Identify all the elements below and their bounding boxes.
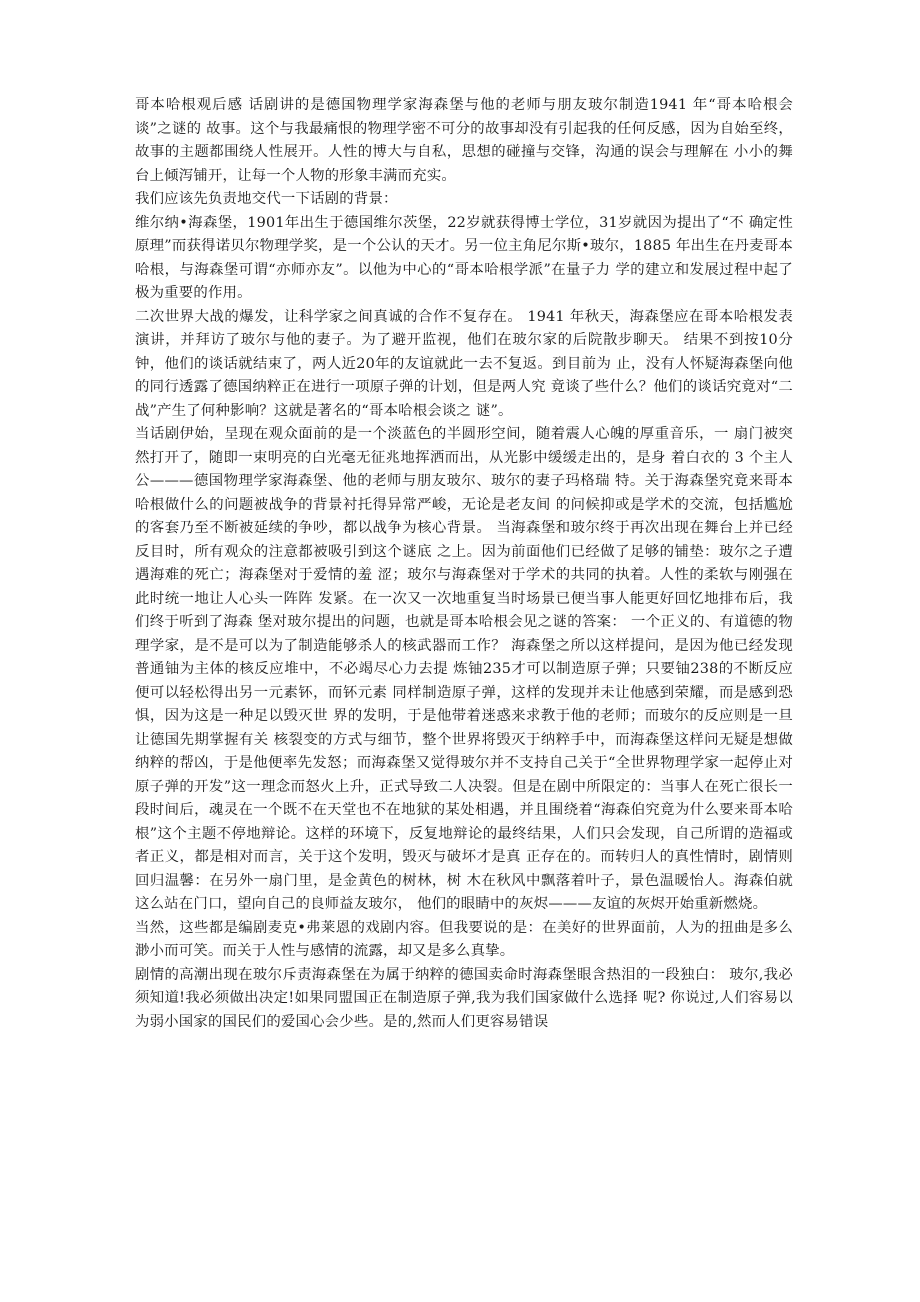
paragraph-reflection: 当然，这些都是编剧麦克•弗莱恩的戏剧内容。但我要说的是：在美好的世界面前，人为的扭曲是多么渺小而可笑。而关于人性与感情的流露，却又是多么真挚。: [135, 919, 793, 959]
paragraph-background-heading: 我们应该先负责地交代一下话剧的背景：: [135, 191, 398, 207]
paragraph-characters: 维尔纳•海森堡，1901年出生于德国维尔茨堡，22岁就获得博士学位，31岁就因为提出了“不 确定性原理”而获得诺贝尔物理学奖，是一个公认的天才。另一位主角尼尔斯•玻尔，1885 年出生在丹麦哥本哈根，与海森堡可谓“亦师亦友”。以他为中心的“哥本哈根学派”在量子力 学的建立和发展过程中起了极为重要的作用。: [135, 214, 793, 301]
paragraph-intro: 哥本哈根观后感 话剧讲的是德国物理学家海森堡与他的老师与朋友玻尔制造1941 年“哥本哈根会谈”之谜的 故事。这个与我最痛恨的物理学密不可分的故事却没有引起我的任何反感，因为自始至终， 故事的主题都围绕人性展开。人性的博大与自私，思想的碰撞与交锋，沟通的误会与理解在 小小的舞台上倾泻铺开，让每一个人物的形象丰满而充实。: [135, 97, 793, 184]
document-page: [135, 94, 793, 1034]
paragraph-plot: 当话剧伊始，呈现在观众面前的是一个淡蓝色的半圆形空间，随着震人心魄的厚重音乐，一 扇门被突然打开了，随即一束明亮的白光毫无征兆地挥洒而出，从光影中缓缓走出的，是身 着白衣的 3 个主人公———德国物理学家海森堡、他的老师与朋友玻尔、玻尔的妻子玛格瑞 特。关于海森堡究竟来哥本哈根做什么的问题被战争的背景衬托得异常严峻，无论是老友间 的问候抑或是学术的交流，包括尴尬的客套乃至不断被延续的争吵，都以战争为核心背景。 当海森堡和玻尔终于再次出现在舞台上并已经反目时，所有观众的注意都被吸引到这个谜底 之上。因为前面他们已经做了足够的铺垫：玻尔之子遭遇海难的死亡；海森堡对于爱情的羞 涩；玻尔与海森堡对于学术的共同的执着。人性的柔软与刚强在此时统一地让人心头一阵阵 发紧。在一次又一次地重复当时场景已便当事人能更好回忆地排布后，我们终于听到了海森 堡对玻尔提出的问题，也就是哥本哈根会见之谜的答案： 一个正义的、有道德的物理学家，是不是可以为了制造能够杀人的核武器而工作？ 海森堡之所以这样提问，是因为他已经发现普通铀为主体的核反应堆中，不必竭尽心力去提 炼铀235才可以制造原子弹；只要铀238的不断反应便可以轻松得出另一元素钚，而钚元素 同样制造原子弹，这样的发现并未让他感到荣耀，而是感到恐惧，因为这是一种足以毁灭世 界的发明，于是他带着迷惑来求教于他的老师；而玻尔的反应则是一旦让德国先期掌握有关 核裂变的方式与细节，整个世界将毁灭于纳粹手中，而海森堡这样问无疑是想做纳粹的帮凶，于是他便率先发怒；而海森堡又觉得玻尔并不支持自己关于“全世界物理学家一起停止对原子弹的开发”这一理念而怒火上升，正式导致二人决裂。但是在剧中所限定的：当事人在死亡很长一段时间后，魂灵在一个既不在天堂也不在地狱的某处相遇，并且围绕着“海森伯究竟为什么要来哥本哈根”这个主题不停地辩论。这样的环境下，反复地辩论的最终结果，人们只会发现，自己所谓的造福或者正义，都是相对而言，关于这个发明，毁灭与破坏才是真 正存在的。而转归人的真性情时，剧情则回归温馨：在另外一扇门里，是金黄色的树林，树 木在秋风中飘落着叶子，景色温暖怡人。海森伯就这么站在门口，望向自己的良师益友玻尔， 他们的眼睛中的灰烬———友谊的灰烬开始重新燃烧。: [135, 426, 793, 912]
paragraph-climax: 剧情的高潮出现在玻尔斥责海森堡在为属于纳粹的德国卖命时海森堡眼含热泪的一段独白： 玻尔,我必须知道!我必须做出决定!如果同盟国正在制造原子弹,我为我们国家做什么选择 呢? 你说过,人们容易以为弱小国家的国民们的爱国心会少些。是的,然而人们更容易错误: [135, 966, 793, 1030]
paragraph-history: 二次世界大战的爆发，让科学家之间真诚的合作不复存在。 1941 年秋天，海森堡应在哥本哈根发表演讲，并拜访了玻尔与他的妻子。为了避开监视，他们在玻尔家的后院散步聊天。 结果不到按10分钟，他们的谈话就结束了，两人近20年的友谊就此一去不复返。到目前为 止，没有人怀疑海森堡向他的同行透露了德国纳粹正在进行一项原子弹的计划，但是两人究 竟谈了些什么？他们的谈话究竟对“二战”产生了何种影响？这就是著名的“哥本哈根会谈之 谜”。: [135, 308, 793, 419]
